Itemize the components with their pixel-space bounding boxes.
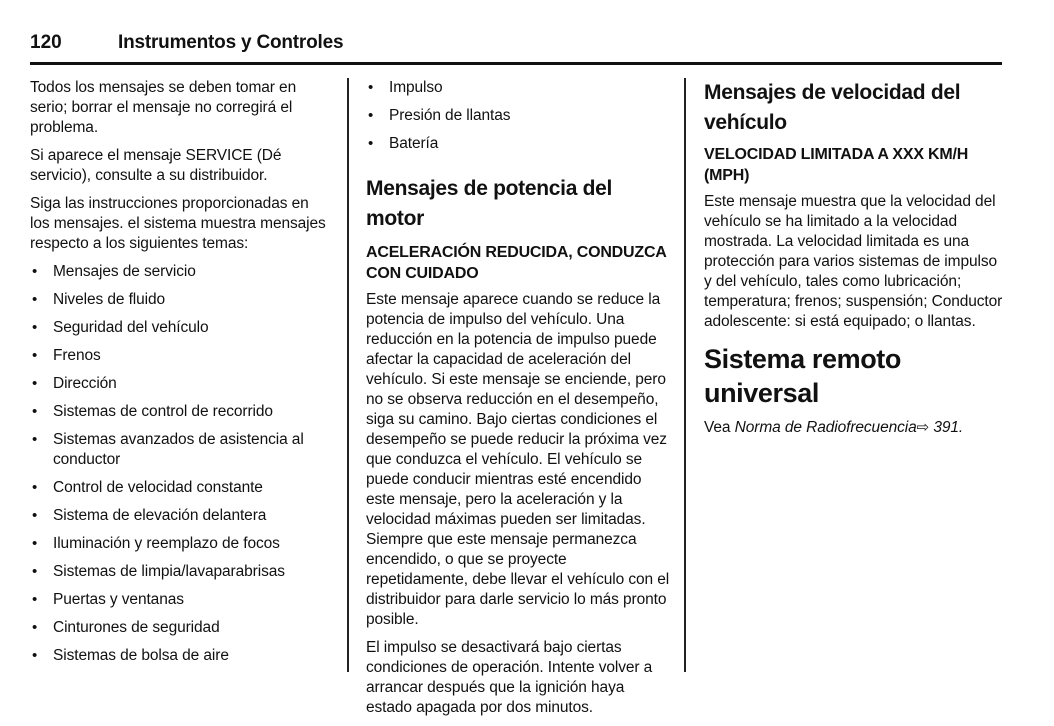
list-item: • Mensajes de servicio — [32, 263, 196, 280]
list-item: • Batería — [368, 135, 439, 152]
column-middle — [366, 78, 670, 726]
topics-list-continued — [366, 78, 670, 154]
list-item: • Puertas y ventanas — [32, 591, 184, 608]
bullet-icon: • — [32, 619, 38, 636]
paragraph: Este mensaje muestra que la velocidad del vehículo se ha limitado a la velocidad mostrada. La velocidad limitada es una protección para varios sistemas de impulso y del vehículo, tales como lubricación; temperatura; frenos; suspensión; Conductor adolescente: si está equipado; o llantas. — [704, 193, 1003, 330]
ref-title-link[interactable]: Norma de Radiofrecuencia — [734, 419, 917, 436]
list-item: • Sistemas avanzados de asistencia al conductor — [32, 431, 304, 468]
list-item: • Sistema de elevación delantera — [32, 507, 267, 524]
section-title-vehicle-speed: Mensajes de velocidad del vehículo — [704, 81, 961, 134]
column-left — [30, 78, 330, 674]
paragraph: Este mensaje aparece cuando se reduce la potencia de impulso del vehículo. Una reducción en la potencia de impulso puede afectar la capacidad de aceleración del vehículo. Si este mensaje se enciende, pero no se observa reducción en el desempeño, siga su camino. Bajo ciertas condiciones el desempeño se puede reducir la próxima vez que conduzca el vehículo. El vehículo se puede conducir mientras esté encendido este mensaje, pero la aceleración y la velocidad máximas pueden ser limitadas. Siempre que este mensaje permanezca encendido, o que se proyecte repetidamente, debe llevar el vehículo con el distribuidor para darle servicio lo más pronto posible. — [366, 291, 670, 628]
cross-reference — [704, 418, 1004, 438]
section-title-engine-power: Mensajes de potencia del motor — [366, 177, 613, 230]
paragraph: El impulso se desactivará bajo ciertas condiciones de operación. Intente volver a arrancar después que la ignición haya estado apagada por dos minutos. — [366, 639, 653, 716]
list-item: • Impulso — [368, 79, 443, 96]
bullet-icon: • — [368, 135, 374, 152]
page-number: 120 — [30, 32, 62, 53]
topics-list — [30, 262, 330, 666]
arrow-right-icon: ⇨ — [916, 419, 930, 436]
list-item: • Dirección — [32, 375, 117, 392]
column-divider — [347, 78, 349, 672]
paragraph: Siga las instrucciones proporcionadas en los mensajes. el sistema muestra mensajes respecto a los siguientes temas: — [30, 195, 326, 252]
list-item: • Frenos — [32, 347, 101, 364]
bullet-icon: • — [32, 403, 38, 420]
list-item: • Cinturones de seguridad — [32, 619, 220, 636]
bullet-icon: • — [32, 591, 38, 608]
bullet-icon: • — [32, 431, 38, 448]
list-item: • Niveles de fluido — [32, 291, 166, 308]
section-title-universal-remote: Sistema remoto universal — [704, 344, 901, 408]
header-rule — [30, 62, 1002, 65]
list-item: • Iluminación y reemplazo de focos — [32, 535, 280, 552]
list-item: • Seguridad del vehículo — [32, 319, 209, 336]
bullet-icon: • — [32, 647, 38, 664]
chapter-title: Instrumentos y Controles — [118, 32, 344, 53]
list-item: • Sistemas de limpia/lavaparabrisas — [32, 563, 285, 580]
subheading-reduced-acceleration: ACELERACIÓN REDUCIDA, CONDUZCA CON CUIDADO — [366, 244, 667, 282]
paragraph: Todos los mensajes se deben tomar en serio; borrar el mensaje no corregirá el problema. — [30, 79, 297, 136]
list-item: • Control de velocidad constante — [32, 479, 263, 496]
bullet-icon: • — [32, 347, 38, 364]
bullet-icon: • — [32, 375, 38, 392]
ref-page-link[interactable]: 391. — [933, 419, 964, 436]
subheading-speed-limited: VELOCIDAD LIMITADA A XXX KM/H (MPH) — [704, 146, 969, 184]
list-item: • Sistemas de control de recorrido — [32, 403, 273, 420]
list-item: • Presión de llantas — [368, 107, 511, 124]
column-right — [704, 78, 1004, 446]
ref-prefix: Vea — [704, 419, 731, 436]
bullet-icon: • — [32, 479, 38, 496]
bullet-icon: • — [32, 563, 38, 580]
bullet-icon: • — [32, 263, 38, 280]
page-header — [30, 28, 1002, 64]
column-divider — [684, 78, 686, 672]
bullet-icon: • — [32, 507, 38, 524]
bullet-icon: • — [368, 107, 374, 124]
bullet-icon: • — [368, 79, 374, 96]
paragraph: Si aparece el mensaje SERVICE (Dé servicio), consulte a su distribuidor. — [30, 147, 282, 184]
list-item: • Sistemas de bolsa de aire — [32, 647, 229, 664]
bullet-icon: • — [32, 535, 38, 552]
bullet-icon: • — [32, 319, 38, 336]
bullet-icon: • — [32, 291, 38, 308]
